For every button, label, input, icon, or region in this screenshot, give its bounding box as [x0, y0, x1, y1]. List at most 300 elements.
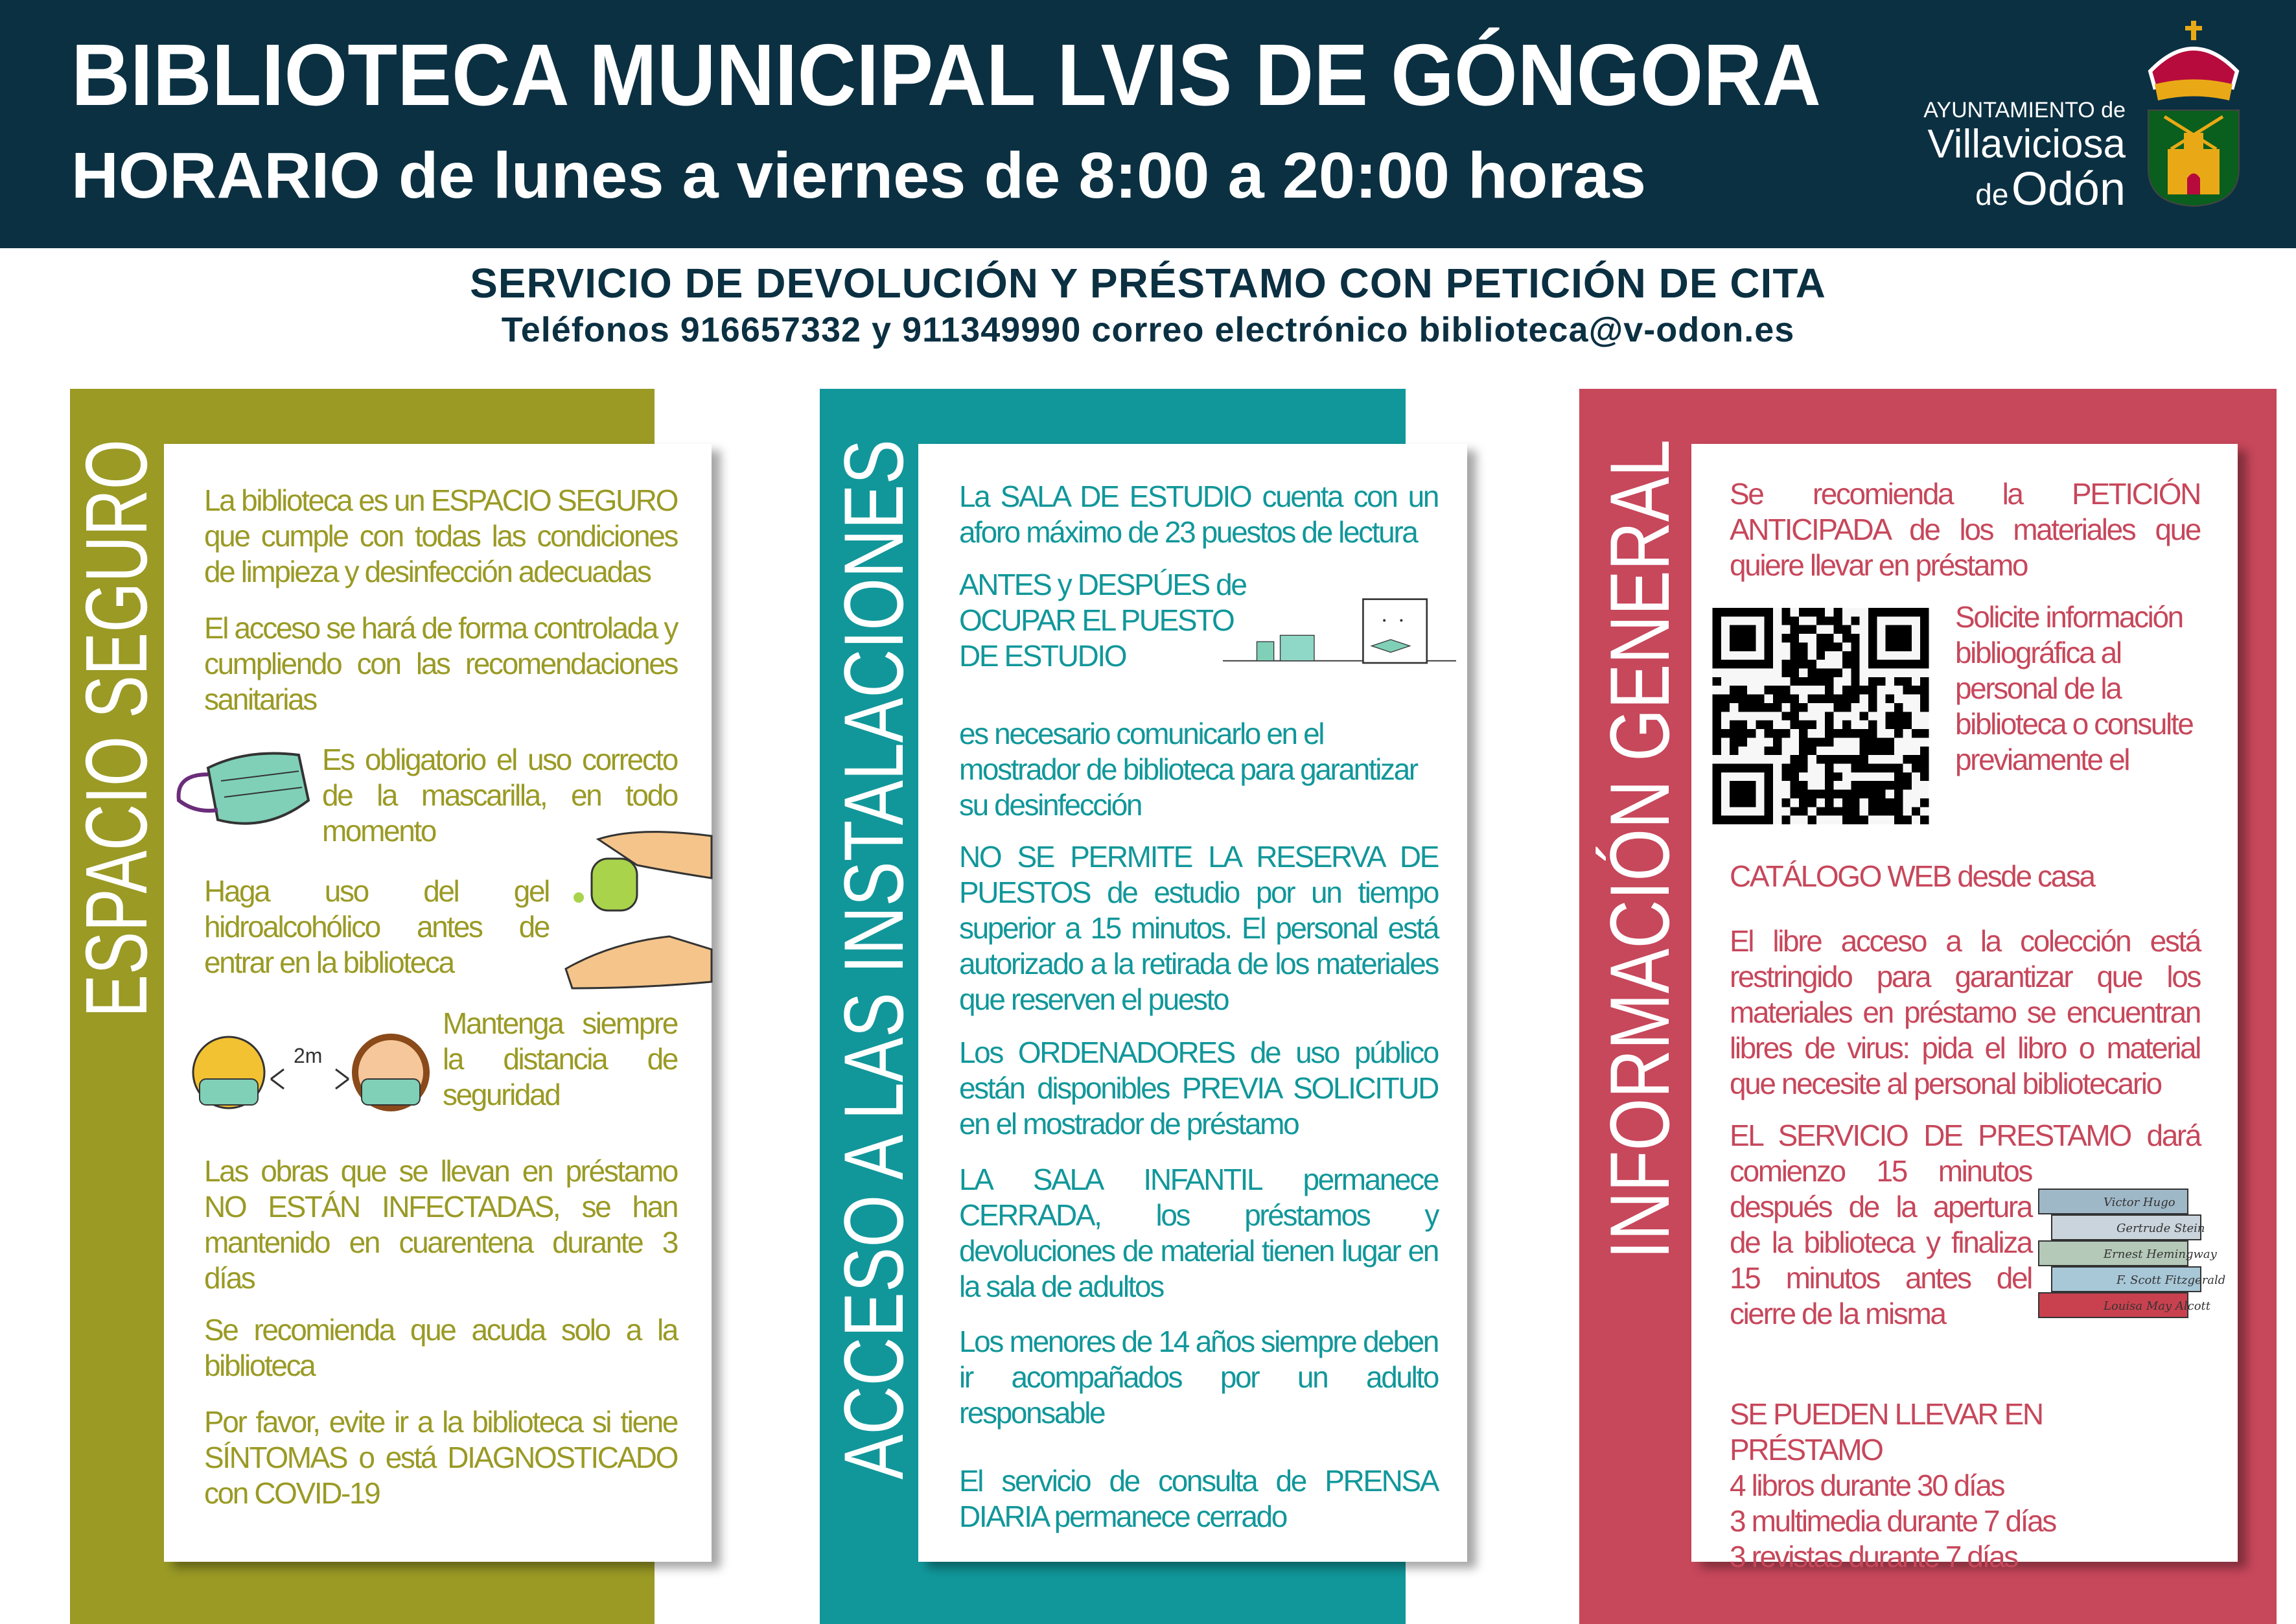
qr-module: [1886, 781, 1894, 789]
qr-module: [1825, 807, 1833, 815]
qr-module: [1886, 695, 1894, 703]
qr-module: [1816, 651, 1825, 660]
qr-module: [1799, 660, 1807, 668]
qr-module: [1894, 807, 1903, 815]
qr-module: [1816, 807, 1825, 815]
qr-module: [1851, 634, 1859, 642]
qr-module: [1903, 712, 1911, 720]
paragraph: El servicio de consulta de PRENSA DIARIA permanece cerrado: [959, 1464, 1438, 1533]
qr-module: [1894, 703, 1903, 712]
social-distance-icon: [190, 1014, 443, 1131]
qr-module: [1851, 686, 1859, 694]
logo-line1: AYUNTAMIENTO de: [1923, 98, 2126, 122]
paragraph: Los ORDENADORES de uso público están disponibles PREVIA SOLICITUD en el mostrador de préstamo: [959, 1036, 1438, 1141]
qr-module: [1799, 737, 1807, 746]
qr-module: [1799, 807, 1807, 815]
qr-module: [1773, 729, 1781, 737]
qr-module: [1756, 703, 1764, 712]
qr-module: [1877, 677, 1885, 686]
qr-module: [1912, 807, 1920, 815]
paragraph: ANTES y DESPÚES de OCUPAR EL PUESTO DE ESTUDIO: [959, 568, 1246, 673]
qr-module: [1825, 790, 1833, 798]
qr-module: [1851, 755, 1859, 763]
qr-module: [1825, 686, 1833, 694]
qr-module: [1791, 634, 1799, 642]
qr-module: [1791, 755, 1799, 763]
qr-module: [1860, 763, 1868, 772]
qr-module: [1791, 763, 1799, 772]
panel-title-acceso: [820, 179, 921, 1483]
qr-module: [1781, 616, 1790, 625]
qr-module: [1868, 677, 1877, 686]
qr-module: [1807, 695, 1816, 703]
svg-text:F. Scott Fitzgerald: F. Scott Fitzgerald: [2116, 1273, 2226, 1287]
panel-title-text: INFORMACIÓN GENERAL: [1592, 234, 1687, 1259]
qr-module: [1791, 695, 1799, 703]
book-spine: [2052, 1215, 2205, 1240]
qr-module: [1781, 634, 1790, 642]
distance-label: 2m: [294, 1044, 323, 1067]
qr-module: [1894, 712, 1903, 720]
qr-module: [1739, 721, 1747, 729]
card-acceso-instalaciones: [918, 444, 1467, 1562]
qr-module: [1799, 703, 1807, 712]
qr-module: [1868, 763, 1877, 772]
qr-module: [1851, 651, 1859, 660]
header: [0, 0, 2296, 248]
qr-module: [1834, 790, 1842, 798]
qr-module: [1791, 625, 1799, 634]
qr-module: [1799, 721, 1807, 729]
qr-module: [1851, 807, 1859, 815]
qr-module: [1851, 790, 1859, 798]
card-espacio-seguro: [164, 444, 712, 1562]
qr-module: [1730, 625, 1756, 651]
coat-of-arms-icon: [2145, 19, 2242, 207]
qr-module: [1773, 703, 1781, 712]
qr-module: [1825, 755, 1833, 763]
qr-module: [1834, 755, 1842, 763]
qr-module: [1868, 686, 1877, 694]
qr-module: [1834, 608, 1842, 616]
book-spine: [2039, 1241, 2218, 1266]
header-titles: [71, 19, 1821, 227]
qr-module: [1894, 763, 1903, 772]
qr-module: [1791, 651, 1799, 660]
qr-module: [1894, 790, 1903, 798]
qr-module: [1903, 721, 1911, 729]
qr-module: [1920, 798, 1929, 807]
qr-module: [1894, 781, 1903, 789]
qr-module: [1860, 781, 1868, 789]
qr-module: [1730, 747, 1738, 755]
qr-module: [1834, 772, 1842, 781]
book-spine: [2052, 1267, 2225, 1292]
qr-module: [1730, 721, 1738, 729]
qr-module: [1834, 642, 1842, 651]
qr-module: [1851, 781, 1859, 789]
qr-module: [1825, 781, 1833, 789]
paragraph: Por favor, evite ir a la biblioteca si tiene SÍNTOMAS o está DIAGNOSTICADO con COVID-19: [204, 1405, 677, 1510]
qr-module: [1912, 686, 1920, 694]
qr-module: [1903, 816, 1911, 824]
qr-module: [1868, 703, 1877, 712]
qr-module: [1713, 712, 1721, 720]
qr-module: [1825, 712, 1833, 720]
study-desk-illustration: [1223, 574, 1456, 698]
qr-module: [1807, 660, 1816, 668]
qr-module: [1912, 729, 1920, 737]
qr-module: [1868, 737, 1877, 746]
qr-module: [1868, 729, 1877, 737]
qr-module: [1781, 729, 1790, 737]
svg-text:Louisa May Alcott: Louisa May Alcott: [2104, 1299, 2211, 1313]
qr-module: [1860, 816, 1868, 824]
qr-module: [1721, 729, 1730, 737]
qr-module: [1834, 695, 1842, 703]
qr-module: [1920, 747, 1929, 755]
service-title: SERVICIO DE DEVOLUCIÓN Y PRÉSTAMO CON PETICIÓN DE CITA: [470, 260, 1826, 307]
qr-module: [1894, 772, 1903, 781]
qr-module: [1920, 729, 1929, 737]
qr-module: [1851, 816, 1859, 824]
panel-title-informacion: [1579, 234, 1691, 1262]
qr-module: [1886, 737, 1894, 746]
book-spine: [2039, 1189, 2188, 1214]
qr-module: [1799, 755, 1807, 763]
qr-module: [1713, 737, 1721, 746]
paragraph: La biblioteca es un ESPACIO SEGURO que cumple con todas las condiciones de limpieza y desinfección adecuadas: [204, 483, 677, 588]
logo-line3b: Odón: [2011, 163, 2126, 215]
loans-title: SE PUEDEN LLEVAR EN PRÉSTAMO: [1730, 1397, 2043, 1467]
qr-module: [1851, 729, 1859, 737]
panel-title-espacio-seguro: [67, 231, 165, 1023]
mask-icon: [169, 736, 318, 846]
qr-module: [1834, 625, 1842, 634]
qr-module: [1807, 816, 1816, 824]
qr-module: [1868, 807, 1877, 815]
qr-module: [1825, 695, 1833, 703]
qr-module: [1791, 703, 1799, 712]
qr-module: [1903, 686, 1911, 694]
qr-module: [1842, 798, 1851, 807]
qr-module: [1791, 712, 1799, 720]
qr-module: [1903, 755, 1911, 763]
paragraph: LA SALA INFANTIL permanece CERRADA, los préstamos y devoluciones de material tienen lugar en la sala de adultos: [959, 1163, 1438, 1303]
qr-module: [1920, 816, 1929, 824]
catalog-link[interactable]: CATÁLOGO WEB desde casa: [1730, 859, 2094, 893]
qr-module: [1842, 729, 1851, 737]
qr-module: [1877, 737, 1885, 746]
qr-module: [1834, 669, 1842, 677]
qr-module: [1877, 781, 1885, 789]
hand-sanitizer-icon: [559, 826, 712, 1001]
qr-module: [1877, 798, 1885, 807]
qr-module: [1765, 703, 1773, 712]
qr-module: [1842, 625, 1851, 634]
qr-module: [1713, 677, 1721, 686]
qr-module: [1842, 660, 1851, 668]
qr-module: [1834, 703, 1842, 712]
qr-module: [1825, 642, 1833, 651]
qr-module: [1713, 729, 1721, 737]
qr-module: [1807, 677, 1816, 686]
qr-module: [1816, 755, 1825, 763]
qr-module: [1747, 695, 1756, 703]
paragraph: El libre acceso a la colección está restringido para garantizar que los materiales en préstamo se encuentran libres de virus: pida el libro o material que necesite al personal bibliotecario: [1730, 924, 2200, 1100]
qr-module: [1860, 755, 1868, 763]
qr-module: [1791, 660, 1799, 668]
qr-module: [1842, 695, 1851, 703]
qr-module: [1851, 660, 1859, 668]
qr-module: [1713, 721, 1721, 729]
qr-module: [1807, 790, 1816, 798]
paragraph: Es obligatorio el uso correcto de la mascarilla, en todo momento: [322, 743, 677, 848]
qr-module: [1868, 747, 1877, 755]
qr-module: [1920, 703, 1929, 712]
loans-list: [1730, 1397, 2200, 1575]
qr-module: [1773, 747, 1781, 755]
qr-module: [1886, 807, 1894, 815]
qr-module: [1868, 781, 1877, 789]
contact-info: Teléfonos 916657332 y 911349990 correo electrónico biblioteca@v-odon.es: [501, 310, 1795, 349]
qr-module: [1842, 755, 1851, 763]
qr-module: [1756, 695, 1764, 703]
qr-module: [1730, 686, 1738, 694]
qr-module: [1825, 677, 1833, 686]
qr-module: [1834, 729, 1842, 737]
qr-module: [1903, 781, 1911, 789]
qr-module: [1807, 737, 1816, 746]
qr-module: [1912, 763, 1920, 772]
qr-module: [1807, 798, 1816, 807]
qr-module: [1747, 729, 1756, 737]
paragraph: es necesario comunicarlo en el mostrador de biblioteca para garantizar su desinfección: [959, 717, 1417, 822]
qr-module: [1739, 695, 1747, 703]
qr-module: [1781, 669, 1790, 677]
qr-module: [1860, 712, 1868, 720]
opening-hours: HORARIO de lunes a viernes de 8:00 a 20:00 horas: [71, 139, 1646, 212]
qr-module: [1730, 737, 1738, 746]
svg-text:Gertrude Stein: Gertrude Stein: [2116, 1222, 2205, 1235]
qr-module: [1894, 729, 1903, 737]
books-stack-icon: [2039, 1187, 2226, 1321]
qr-module: [1860, 729, 1868, 737]
qr-module: [1739, 737, 1747, 746]
qr-module: [1739, 729, 1747, 737]
loan-item: 4 libros durante 30 días: [1730, 1468, 2004, 1502]
qr-module: [1886, 798, 1894, 807]
qr-module: [1807, 721, 1816, 729]
qr-module: [1765, 686, 1773, 694]
qr-module: [1860, 686, 1868, 694]
qr-module: [1799, 763, 1807, 772]
qr-module: [1825, 634, 1833, 642]
qr-module: [1791, 616, 1799, 625]
qr-module: [1781, 763, 1790, 772]
qr-module: [1781, 686, 1790, 694]
qr-module: [1799, 625, 1807, 634]
qr-module: [1739, 686, 1747, 694]
qr-module: [1825, 729, 1833, 737]
qr-module: [1894, 798, 1903, 807]
qr-module: [1877, 747, 1885, 755]
qr-module: [1816, 737, 1825, 746]
qr-module: [1799, 798, 1807, 807]
qr-module: [1816, 642, 1825, 651]
qr-module: [1799, 747, 1807, 755]
qr-module: [1834, 616, 1842, 625]
qr-module: [1721, 695, 1730, 703]
qr-module: [1825, 616, 1833, 625]
qr-module: [1903, 772, 1911, 781]
qr-module: [1851, 616, 1859, 625]
qr-code-icon[interactable]: [1711, 608, 1931, 824]
qr-module: [1877, 790, 1885, 798]
qr-module: [1894, 677, 1903, 686]
qr-module: [1868, 695, 1877, 703]
paragraph: Se recomienda que acuda solo a la biblioteca: [204, 1313, 677, 1382]
qr-module: [1920, 686, 1929, 694]
qr-module: [1799, 651, 1807, 660]
svg-text:Victor Hugo: Victor Hugo: [2104, 1196, 2175, 1209]
card-informacion-general: [1691, 444, 2238, 1573]
qr-module: [1781, 660, 1790, 668]
qr-module: [1791, 669, 1799, 677]
paragraph: NO SE PERMITE LA RESERVA DE PUESTOS de estudio por un tiempo superior a 15 minutos. El personal está autorizado a la retirada de los materiales que reserven el puesto: [959, 840, 1438, 1016]
qr-module: [1799, 677, 1807, 686]
qr-module: [1791, 807, 1799, 815]
paragraph: Haga uso del gel hidroalcohólico antes de entrar en la biblioteca: [204, 874, 549, 979]
qr-module: [1791, 781, 1799, 789]
qr-module: [1781, 608, 1790, 616]
qr-module: [1713, 695, 1721, 703]
qr-module: [1781, 772, 1790, 781]
svg-text:Ernest Hemingway: Ernest Hemingway: [2104, 1247, 2217, 1261]
qr-module: [1816, 677, 1825, 686]
qr-module: [1868, 790, 1877, 798]
paragraph: Se recomienda la PETICIÓN ANTICIPADA de los materiales que quiere llevar en préstamo: [1730, 477, 2200, 582]
qr-module: [1886, 721, 1894, 729]
qr-module: [1781, 816, 1790, 824]
qr-module: [1886, 625, 1912, 651]
qr-module: [1920, 772, 1929, 781]
book-spine: [2039, 1293, 2211, 1317]
qr-module: [1886, 712, 1894, 720]
paragraph: Las obras que se llevan en préstamo NO ESTÁN INFECTADAS, se han mantenido en cuarentena durante 3 días: [204, 1154, 677, 1295]
paragraph: El acceso se hará de forma controlada y cumpliendo con las recomendaciones sanitarias: [204, 611, 677, 716]
qr-module: [1851, 798, 1859, 807]
qr-module: [1860, 790, 1868, 798]
qr-module: [1816, 790, 1825, 798]
qr-module: [1834, 807, 1842, 815]
panel-title-text: ESPACIO SEGURO: [67, 231, 165, 1017]
qr-module: [1894, 816, 1903, 824]
qr-module: [1912, 755, 1920, 763]
page-title: BIBLIOTECA MUNICIPAL LVIS DE GÓNGORA: [71, 26, 1821, 124]
municipality-logo-text: [1899, 97, 2126, 226]
qr-module: [1825, 669, 1833, 677]
qr-module: [1713, 747, 1721, 755]
paragraph: Los menores de 14 años siempre deben ir acompañados por un adulto responsable: [959, 1325, 1438, 1430]
qr-module: [1773, 737, 1781, 746]
qr-module: [1886, 747, 1894, 755]
qr-module: [1920, 763, 1929, 772]
qr-module: [1713, 703, 1721, 712]
qr-module: [1825, 798, 1833, 807]
qr-module: [1807, 608, 1816, 616]
loan-item: 3 revistas durante 7 días: [1730, 1540, 2017, 1573]
qr-module: [1807, 669, 1816, 677]
qr-module: [1721, 703, 1730, 712]
qr-module: [1791, 772, 1799, 781]
qr-module: [1851, 669, 1859, 677]
qr-module: [1842, 651, 1851, 660]
qr-module: [1816, 616, 1825, 625]
qr-module: [1807, 625, 1816, 634]
qr-module: [1816, 695, 1825, 703]
qr-module: [1868, 721, 1877, 729]
qr-module: [1842, 790, 1851, 798]
qr-module: [1739, 703, 1747, 712]
paragraph-text: EL SERVICIO DE PRESTAMO dará comienzo 15 minutos después de la apertura de la biblioteca y finaliza 15 minutos antes del cierre de la misma: [1730, 1119, 2200, 1330]
qr-module: [1825, 737, 1833, 746]
qr-module: [1765, 747, 1773, 755]
qr-module: [1894, 721, 1903, 729]
qr-module: [1851, 763, 1859, 772]
qr-module: [1851, 695, 1859, 703]
qr-module: [1799, 729, 1807, 737]
qr-module: [1781, 695, 1790, 703]
qr-module: [1730, 695, 1738, 703]
qr-module: [1816, 634, 1825, 642]
qr-module: [1816, 608, 1825, 616]
qr-module: [1773, 686, 1781, 694]
qr-module: [1765, 721, 1773, 729]
qr-module: [1920, 677, 1929, 686]
qr-module: [1730, 781, 1756, 807]
qr-module: [1851, 642, 1859, 651]
qr-module: [1773, 695, 1781, 703]
qr-module: [1781, 798, 1790, 807]
qr-module: [1877, 807, 1885, 815]
qr-module: [1799, 790, 1807, 798]
qr-module: [1799, 608, 1807, 616]
paragraph: Solicite información bibliográfica al personal de la biblioteca o consulte previamente el: [1955, 600, 2193, 776]
qr-module: [1807, 747, 1816, 755]
paragraph: Mantenga siempre la distancia de seguridad: [443, 1006, 677, 1111]
qr-module: [1851, 677, 1859, 686]
qr-module: [1816, 669, 1825, 677]
paragraph: La SALA DE ESTUDIO cuenta con un aforo máximo de 23 puestos de lectura: [959, 480, 1438, 549]
qr-module: [1842, 807, 1851, 815]
panel-title-text: ACCESO A LAS INSTALACIONES: [826, 179, 921, 1479]
qr-module: [1920, 755, 1929, 763]
qr-module: [1825, 721, 1833, 729]
qr-module: [1791, 677, 1799, 686]
qr-module: [1877, 763, 1885, 772]
qr-module: [1886, 763, 1894, 772]
qr-module: [1825, 772, 1833, 781]
logo-line2: Villaviciosa: [1927, 122, 2126, 167]
qr-module: [1842, 703, 1851, 712]
logo-line3a: de: [1975, 178, 2009, 211]
qr-module: [1842, 686, 1851, 694]
qr-module: [1842, 634, 1851, 642]
qr-module: [1903, 677, 1911, 686]
qr-module: [1791, 790, 1799, 798]
qr-module: [1920, 695, 1929, 703]
